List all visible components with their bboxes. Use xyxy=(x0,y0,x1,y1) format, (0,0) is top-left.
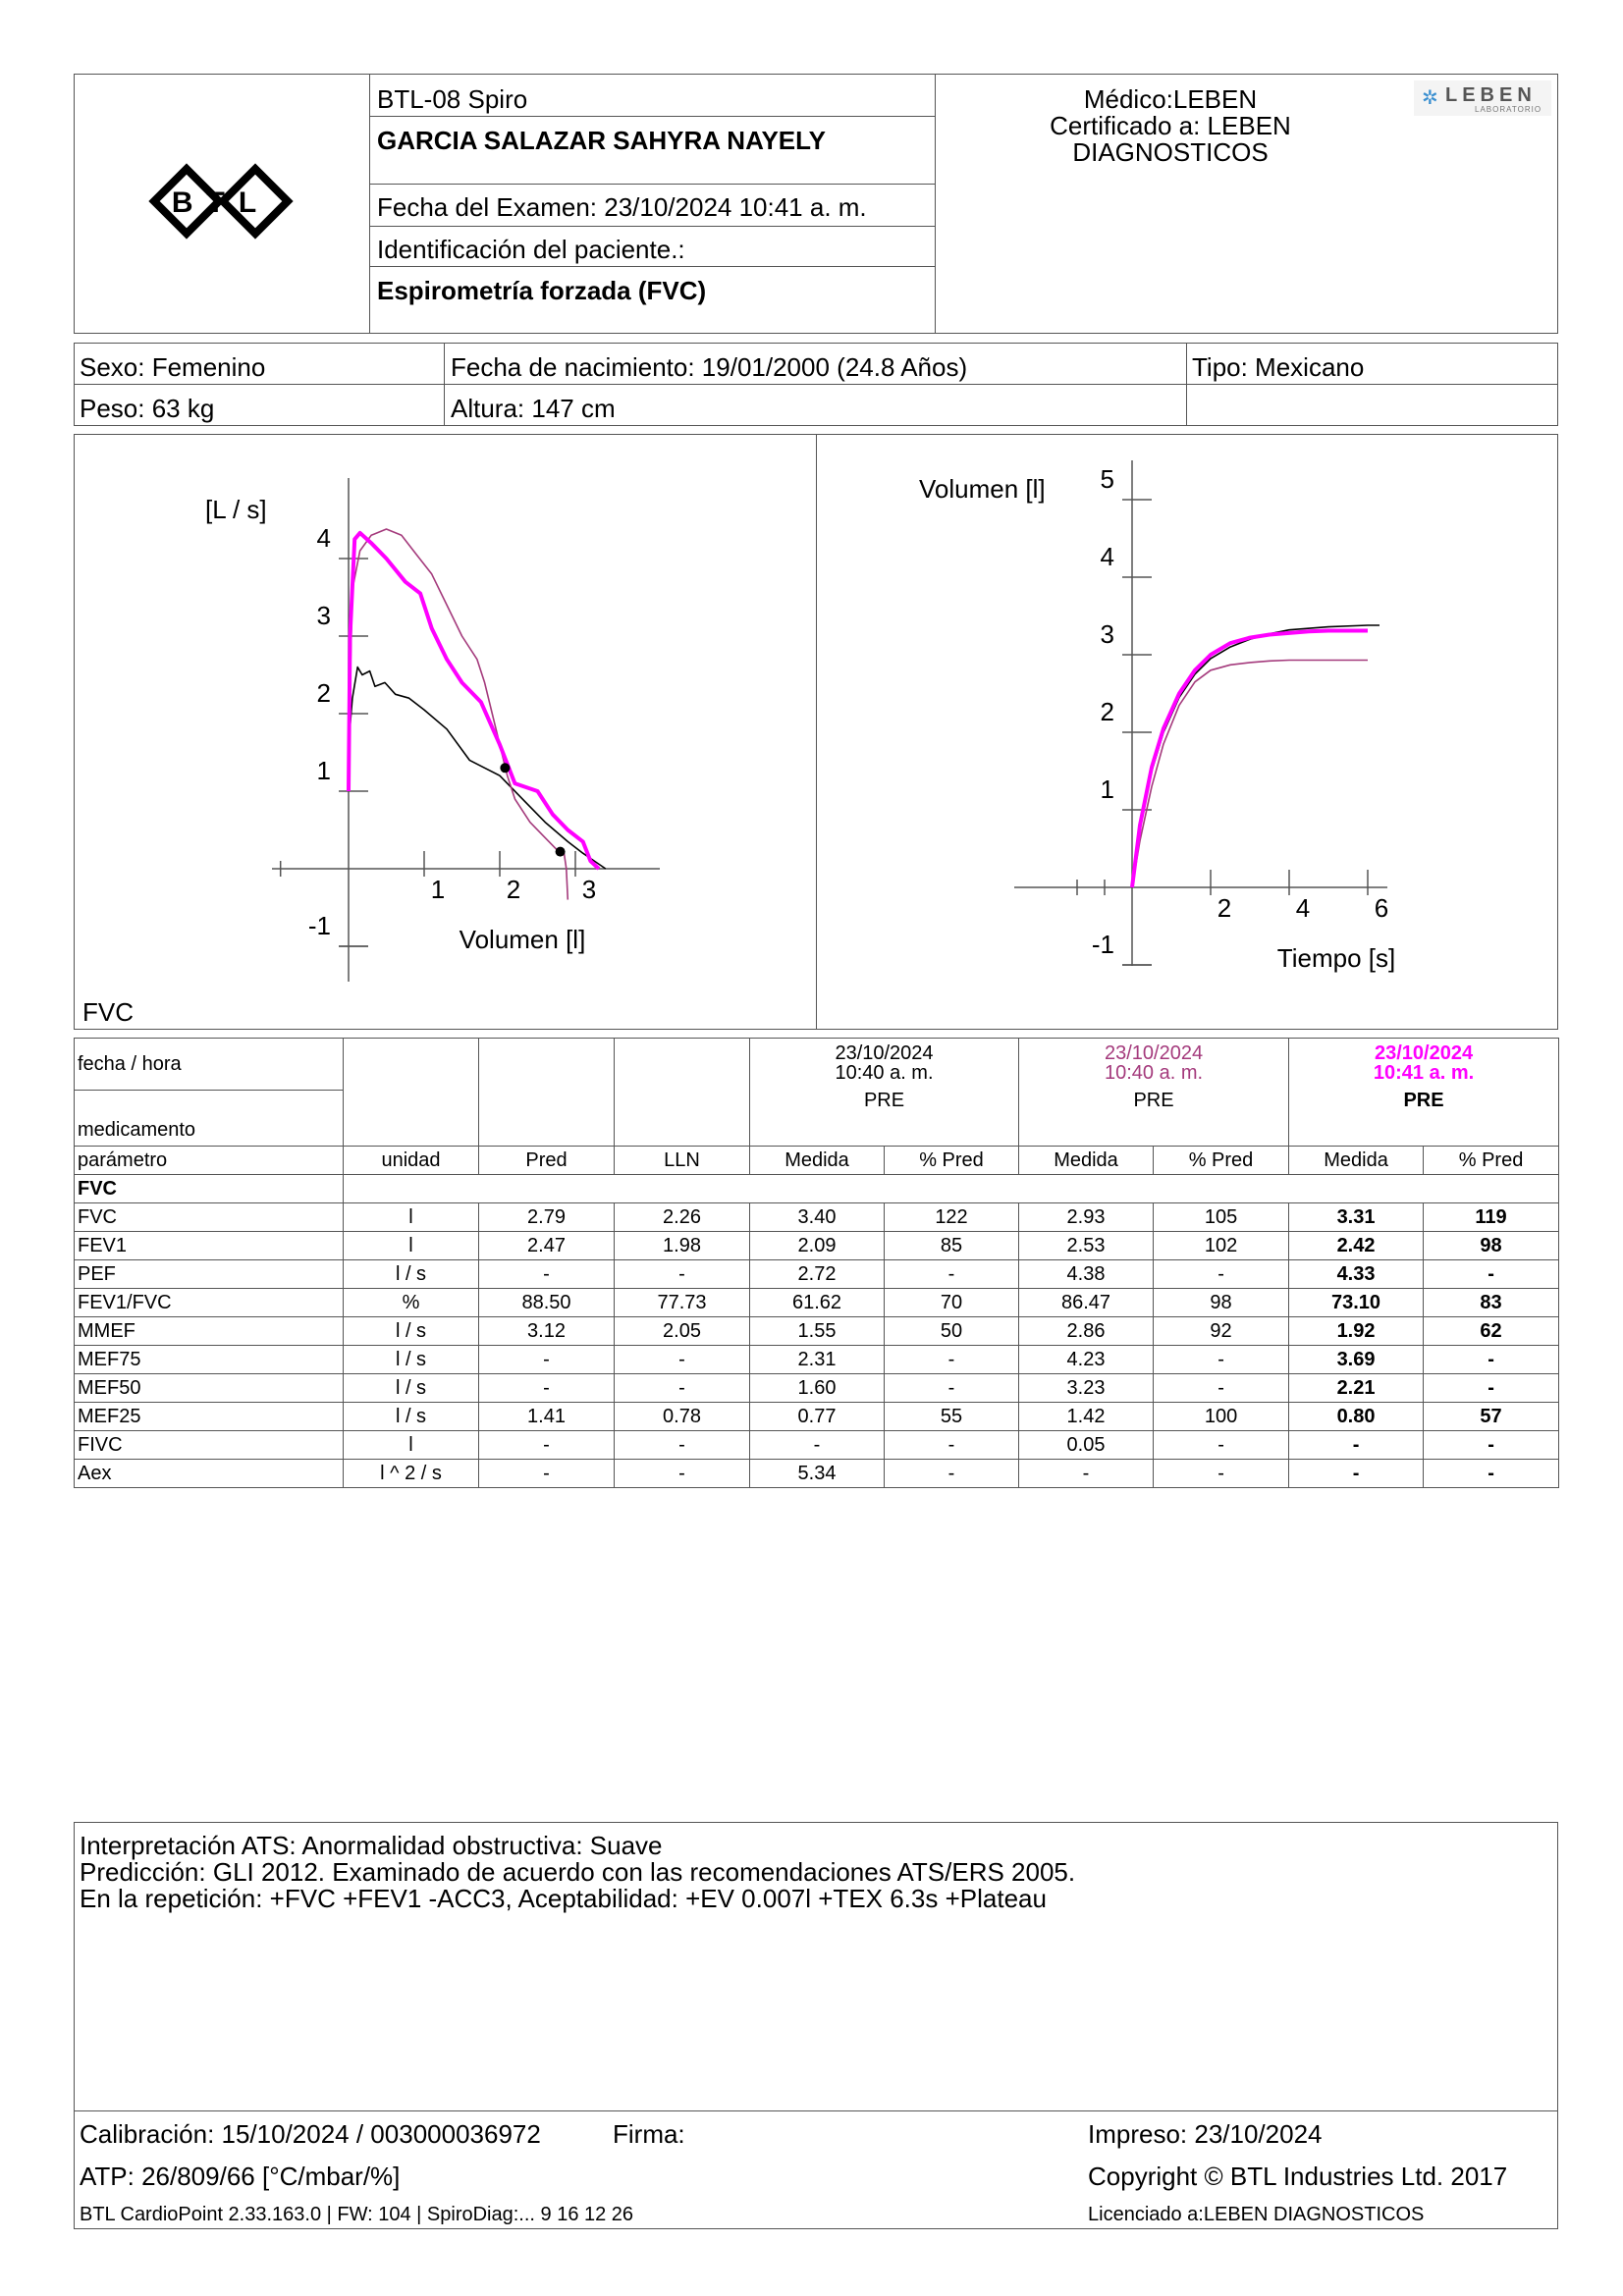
table-row xyxy=(75,1374,1559,1403)
patient-weight: Peso: 63 kg xyxy=(80,394,215,423)
fv-xlabel: Volumen [l] xyxy=(459,925,586,954)
trial-2-header xyxy=(1019,1039,1289,1147)
table-cell: 2.72 xyxy=(750,1260,885,1289)
table-cell: 2.05 xyxy=(615,1317,750,1346)
x-tick-label: 1 xyxy=(430,875,446,904)
table-cell: 3.40 xyxy=(750,1203,885,1232)
table-cell: - xyxy=(885,1260,1019,1289)
param-name: FEV1 xyxy=(75,1232,344,1260)
table-cell: - xyxy=(1424,1260,1559,1289)
table-cell: - xyxy=(885,1346,1019,1374)
table-row xyxy=(75,1460,1559,1488)
device-name: BTL-08 Spiro xyxy=(377,84,528,114)
col-header: parámetro xyxy=(75,1147,344,1175)
trial-2-time: 10:40 a. m. xyxy=(1104,1062,1204,1084)
table-cell: - xyxy=(479,1346,615,1374)
doctor: Médico:LEBEN xyxy=(1083,84,1258,114)
patient-id: Identificación del paciente.: xyxy=(377,235,685,264)
table-cell: - xyxy=(615,1346,750,1374)
calibration: Calibración: 15/10/2024 / 003000036972 xyxy=(80,2119,541,2149)
table-cell: 0.05 xyxy=(1019,1431,1154,1460)
table-cell: - xyxy=(479,1460,615,1488)
group-label: FVC xyxy=(75,1175,344,1203)
table-cell: - xyxy=(1289,1460,1424,1488)
test-type: Espirometría forzada (FVC) xyxy=(377,276,707,305)
table-cell: - xyxy=(1424,1431,1559,1460)
table-cell: 1.60 xyxy=(750,1374,885,1403)
y-tick-label: 2 xyxy=(316,678,331,708)
hdr-date: fecha / hora xyxy=(75,1039,344,1091)
table-cell: 0.77 xyxy=(750,1403,885,1431)
trial-1-header xyxy=(750,1039,1019,1147)
table-cell: 0.80 xyxy=(1289,1403,1424,1431)
table-cell: - xyxy=(1424,1460,1559,1488)
licensed-to: Licenciado a:LEBEN DIAGNOSTICOS xyxy=(1088,2204,1425,2225)
table-cell: 4.38 xyxy=(1019,1260,1154,1289)
table-cell: 2.53 xyxy=(1019,1232,1154,1260)
table-cell: - xyxy=(615,1260,750,1289)
table-cell: 3.23 xyxy=(1019,1374,1154,1403)
table-cell: - xyxy=(479,1431,615,1460)
table-cell: l ^ 2 / s xyxy=(344,1460,479,1488)
interpretation-line3: En la repetición: +FVC +FEV1 -ACC3, Aceptabilidad: +EV 0.007l +TEX 6.3s +Plateau xyxy=(80,1884,1047,1913)
col-header: % Pred xyxy=(885,1147,1019,1175)
results-table xyxy=(74,1038,1559,1488)
interpretation-line1: Interpretación ATS: Anormalidad obstructiva: Suave xyxy=(80,1831,663,1860)
patient-dob: Fecha de nacimiento: 19/01/2000 (24.8 Años) xyxy=(451,352,968,382)
hdr-med: medicamento xyxy=(75,1091,344,1147)
table-cell: 1.42 xyxy=(1019,1403,1154,1431)
volume-time-chart xyxy=(818,436,1556,1028)
table-cell: l / s xyxy=(344,1374,479,1403)
certified-line1: Certificado a: LEBEN xyxy=(1050,111,1291,140)
table-cell: 88.50 xyxy=(479,1289,615,1317)
series-line-2 xyxy=(1132,661,1368,888)
interpretation-line2: Predicción: GLI 2012. Examinado de acuerdo con las recomendaciones ATS/ERS 2005. xyxy=(80,1857,1076,1887)
table-cell: 100 xyxy=(1154,1403,1289,1431)
col-header: LLN xyxy=(615,1147,750,1175)
table-row xyxy=(75,1431,1559,1460)
x-tick-label: 3 xyxy=(581,875,597,904)
patient-type: Tipo: Mexicano xyxy=(1192,352,1365,382)
table-cell: - xyxy=(615,1460,750,1488)
y-tick-label: -1 xyxy=(307,911,331,940)
vt-xlabel: Tiempo [s] xyxy=(1276,943,1396,973)
leben-logo-text: LEBEN xyxy=(1445,84,1537,106)
table-cell: - xyxy=(1424,1346,1559,1374)
fv-corner-label: FVC xyxy=(82,997,134,1027)
table-cell: 3.31 xyxy=(1289,1203,1424,1232)
col-header: % Pred xyxy=(1424,1147,1559,1175)
table-cell: - xyxy=(1154,1431,1289,1460)
trial-2-med: PRE xyxy=(1133,1090,1174,1111)
param-name: FVC xyxy=(75,1203,344,1232)
trial-1-time: 10:40 a. m. xyxy=(835,1062,934,1084)
atp: ATP: 26/809/66 [°C/mbar/%] xyxy=(80,2162,401,2191)
table-cell: - xyxy=(1019,1460,1154,1488)
y-tick-label: 5 xyxy=(1100,464,1114,494)
param-name: PEF xyxy=(75,1260,344,1289)
table-cell: 70 xyxy=(885,1289,1019,1317)
copyright: Copyright © BTL Industries Ltd. 2017 xyxy=(1088,2162,1508,2191)
table-row xyxy=(75,1346,1559,1374)
trial-1-date: 23/10/2024 xyxy=(835,1042,934,1064)
fv-ylabel: [L / s] xyxy=(205,495,267,524)
trial-2-date: 23/10/2024 xyxy=(1104,1042,1204,1064)
table-cell: 122 xyxy=(885,1203,1019,1232)
table-cell: 2.09 xyxy=(750,1232,885,1260)
x-tick-label: 6 xyxy=(1374,893,1389,923)
col-header: Medida xyxy=(1289,1147,1424,1175)
table-cell: - xyxy=(615,1431,750,1460)
table-cell: 2.42 xyxy=(1289,1232,1424,1260)
table-cell: l xyxy=(344,1431,479,1460)
table-cell: l xyxy=(344,1232,479,1260)
table-cell: 73.10 xyxy=(1289,1289,1424,1317)
patient-name: GARCIA SALAZAR SAHYRA NAYELY xyxy=(377,126,826,155)
table-cell: 61.62 xyxy=(750,1289,885,1317)
table-cell: - xyxy=(1154,1260,1289,1289)
table-cell: 83 xyxy=(1424,1289,1559,1317)
table-cell: - xyxy=(1154,1346,1289,1374)
btl-logo xyxy=(142,157,299,245)
col-header: % Pred xyxy=(1154,1147,1289,1175)
trial-3-time: 10:41 a. m. xyxy=(1373,1062,1475,1084)
table-cell: 86.47 xyxy=(1019,1289,1154,1317)
table-row xyxy=(75,1232,1559,1260)
signature-label: Firma: xyxy=(613,2119,685,2149)
table-cell: 4.33 xyxy=(1289,1260,1424,1289)
table-row xyxy=(75,1203,1559,1232)
y-tick-label: 3 xyxy=(1100,619,1114,649)
param-name: Aex xyxy=(75,1460,344,1488)
y-tick-label: 4 xyxy=(316,523,331,553)
table-cell: - xyxy=(479,1374,615,1403)
table-cell: l / s xyxy=(344,1260,479,1289)
table-cell: 57 xyxy=(1424,1403,1559,1431)
table-cell: - xyxy=(479,1260,615,1289)
table-cell: - xyxy=(750,1431,885,1460)
vt-ylabel: Volumen [l] xyxy=(919,474,1046,504)
leben-logo-sub: LABORATORIO xyxy=(1475,105,1542,114)
table-cell: 1.41 xyxy=(479,1403,615,1431)
table-cell: - xyxy=(885,1374,1019,1403)
table-row xyxy=(75,1289,1559,1317)
col-header: Medida xyxy=(750,1147,885,1175)
series-line-1 xyxy=(1132,625,1380,887)
table-cell: l / s xyxy=(344,1403,479,1431)
y-tick-label: 3 xyxy=(316,601,331,630)
table-cell: - xyxy=(1154,1374,1289,1403)
table-cell: 92 xyxy=(1154,1317,1289,1346)
patient-sex: Sexo: Femenino xyxy=(80,352,266,382)
col-header: unidad xyxy=(344,1147,479,1175)
trial-3-med: PRE xyxy=(1403,1090,1444,1111)
table-cell: 0.78 xyxy=(615,1403,750,1431)
series-line-2 xyxy=(349,529,568,900)
col-header: Medida xyxy=(1019,1147,1154,1175)
x-tick-label: 2 xyxy=(1217,893,1232,923)
table-cell: % xyxy=(344,1289,479,1317)
param-name: MEF50 xyxy=(75,1374,344,1403)
x-tick-label: 2 xyxy=(506,875,521,904)
table-cell: - xyxy=(615,1374,750,1403)
trial-1-med: PRE xyxy=(863,1090,905,1111)
table-cell: 98 xyxy=(1154,1289,1289,1317)
table-cell: - xyxy=(885,1460,1019,1488)
trial-3-header xyxy=(1289,1039,1559,1147)
exam-date: Fecha del Examen: 23/10/2024 10:41 a. m. xyxy=(377,192,867,222)
table-cell: - xyxy=(885,1431,1019,1460)
table-row xyxy=(75,1403,1559,1431)
table-cell: 50 xyxy=(885,1317,1019,1346)
table-row xyxy=(75,1260,1559,1289)
table-cell: - xyxy=(1424,1374,1559,1403)
param-name: FEV1/FVC xyxy=(75,1289,344,1317)
table-cell: 2.31 xyxy=(750,1346,885,1374)
param-name: MEF25 xyxy=(75,1403,344,1431)
param-name: FIVC xyxy=(75,1431,344,1460)
table-cell: 2.86 xyxy=(1019,1317,1154,1346)
param-name: MMEF xyxy=(75,1317,344,1346)
y-tick-label: 1 xyxy=(316,756,331,785)
table-cell: 55 xyxy=(885,1403,1019,1431)
y-tick-label: 2 xyxy=(1100,697,1114,726)
col-header: Pred xyxy=(479,1147,615,1175)
y-tick-label: -1 xyxy=(1091,930,1114,959)
certified-line2: DIAGNOSTICOS xyxy=(1072,137,1269,167)
table-cell: 5.34 xyxy=(750,1460,885,1488)
marker-point xyxy=(500,763,510,773)
series-line-3 xyxy=(349,533,599,869)
table-cell: 1.55 xyxy=(750,1317,885,1346)
x-tick-label: 4 xyxy=(1295,893,1311,923)
series-line-3 xyxy=(1132,631,1368,888)
table-cell: l / s xyxy=(344,1317,479,1346)
trial-3-date: 23/10/2024 xyxy=(1374,1042,1474,1064)
table-cell: 98 xyxy=(1424,1232,1559,1260)
table-row xyxy=(75,1317,1559,1346)
table-cell: 62 xyxy=(1424,1317,1559,1346)
table-cell: 3.12 xyxy=(479,1317,615,1346)
table-cell: 2.93 xyxy=(1019,1203,1154,1232)
table-cell: 119 xyxy=(1424,1203,1559,1232)
table-cell: l xyxy=(344,1203,479,1232)
marker-point xyxy=(556,847,566,857)
patient-height: Altura: 147 cm xyxy=(451,394,616,423)
table-cell: - xyxy=(1289,1431,1424,1460)
leben-logo xyxy=(1414,80,1551,116)
table-cell: 85 xyxy=(885,1232,1019,1260)
table-cell: 2.79 xyxy=(479,1203,615,1232)
table-cell: 2.21 xyxy=(1289,1374,1424,1403)
table-cell: 4.23 xyxy=(1019,1346,1154,1374)
leben-logo-icon: ✲ xyxy=(1422,87,1438,109)
table-cell: l / s xyxy=(344,1346,479,1374)
table-cell: 1.92 xyxy=(1289,1317,1424,1346)
btl-logo-text: BTL xyxy=(171,187,271,219)
printed-date: Impreso: 23/10/2024 xyxy=(1088,2119,1323,2149)
table-cell: 77.73 xyxy=(615,1289,750,1317)
table-cell: - xyxy=(1154,1460,1289,1488)
table-cell: 1.98 xyxy=(615,1232,750,1260)
table-cell: 2.47 xyxy=(479,1232,615,1260)
y-tick-label: 1 xyxy=(1100,774,1114,804)
version-info: BTL CardioPoint 2.33.163.0 | FW: 104 | SpiroDiag:... 9 16 12 26 xyxy=(80,2204,634,2225)
table-cell: 2.26 xyxy=(615,1203,750,1232)
table-cell: 105 xyxy=(1154,1203,1289,1232)
flow-volume-chart xyxy=(76,436,814,1028)
table-cell: 3.69 xyxy=(1289,1346,1424,1374)
param-name: MEF75 xyxy=(75,1346,344,1374)
table-cell: 102 xyxy=(1154,1232,1289,1260)
y-tick-label: 4 xyxy=(1100,542,1114,571)
